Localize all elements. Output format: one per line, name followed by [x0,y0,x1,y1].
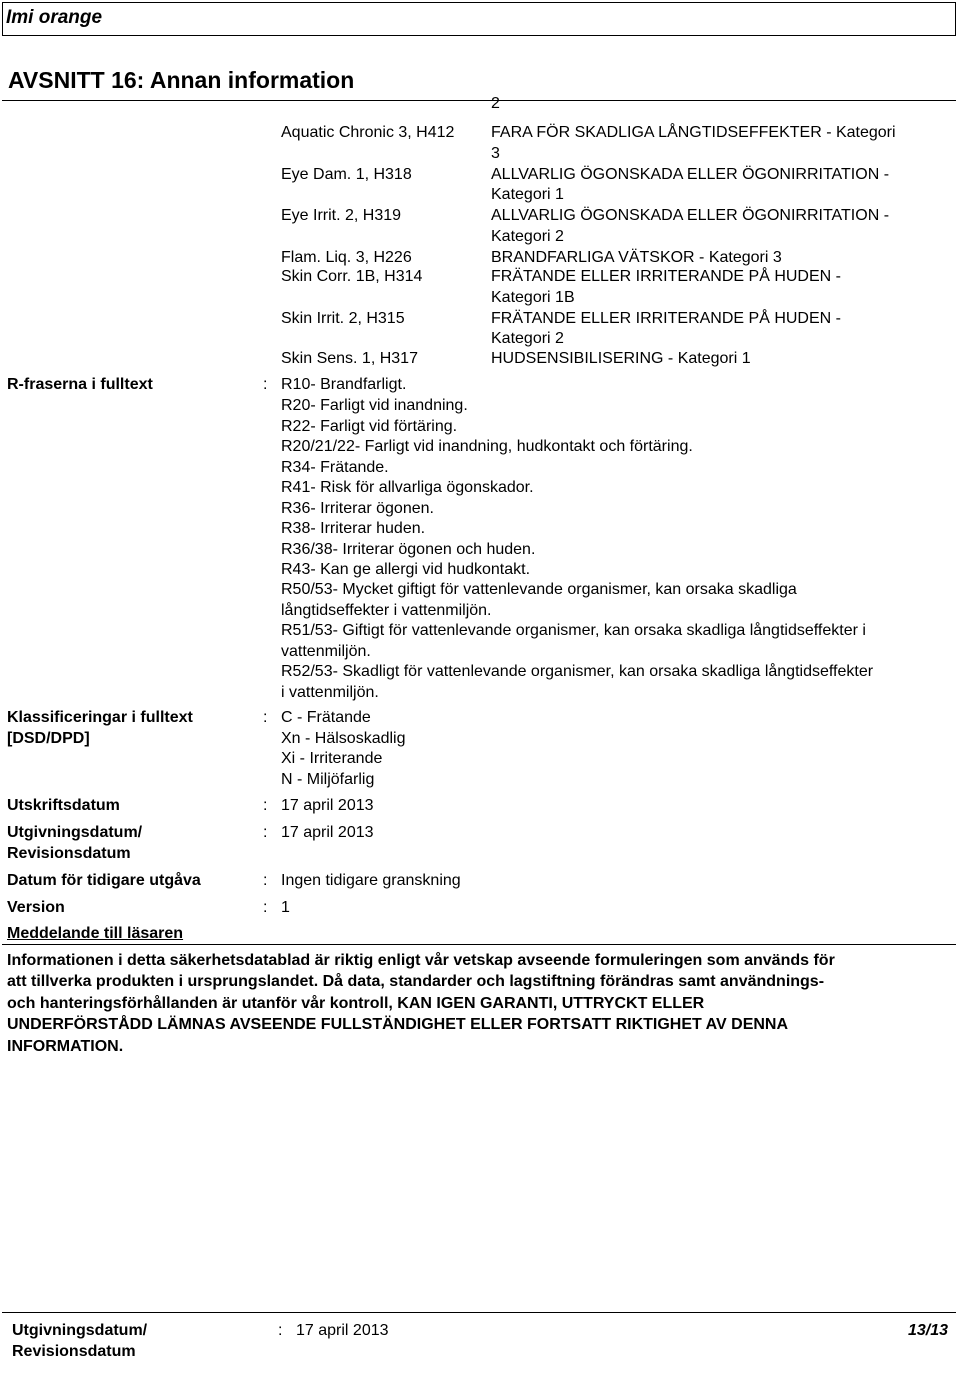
footer-issue-label: Utgivningsdatum/ [12,1322,148,1339]
previous-version-value: Ingen tidigare granskning [281,872,461,889]
h-statement-code: Skin Irrit. 2, H315 [281,310,405,327]
notice-divider [2,944,956,945]
h-statement-text: Kategori 1B [491,289,575,306]
r-phrase: R22- Farligt vid förtäring. [281,418,458,435]
footer-colon: : [278,1322,283,1339]
r-phrase: i vattenmiljön. [281,684,379,701]
notice-line: INFORMATION. [7,1038,124,1055]
footer-revision-label: Revisionsdatum [12,1343,136,1360]
h-statement-code: Eye Irrit. 2, H319 [281,207,402,224]
h-statement-code: Skin Corr. 1B, H314 [281,268,423,285]
h-statement-code: Eye Dam. 1, H318 [281,166,412,183]
classification-item: Xi - Irriterande [281,750,383,767]
notice-line: och hanteringsförhållanden är utanför vår kontroll, KAN IGEN GARANTI, UTTRYCKT ELLER [7,995,705,1012]
h-statement-code: Flam. Liq. 3, H226 [281,249,412,266]
field-colon: : [263,376,268,393]
r-phrase: långtidseffekter i vattenmiljön. [281,602,492,619]
classification-label-sub: [DSD/DPD] [7,730,90,747]
h-statement-text: Kategori 1 [491,186,564,203]
r-phrase: R10- Brandfarligt. [281,376,407,393]
h-statement-code: Aquatic Chronic 3, H412 [281,124,455,141]
r-phrase: R50/53- Mycket giftigt för vattenlevande organismer, kan orsaka skadliga [281,581,797,598]
section-title: AVSNITT 16: Annan information [8,67,355,93]
h-statement-text: Kategori 2 [491,330,564,347]
r-phrases-label: R-fraserna i fulltext [7,376,153,393]
h-statement-text: BRANDFARLIGA VÄTSKOR - Kategori 3 [491,249,782,266]
r-phrase: R36/38- Irriterar ögonen och huden. [281,541,536,558]
h-statement-text: HUDSENSIBILISERING - Kategori 1 [491,350,751,367]
r-phrase: R36- Irriterar ögonen. [281,500,434,517]
footer-date: 17 april 2013 [296,1322,389,1339]
notice-line: UNDERFÖRSTÅDD LÄMNAS AVSEENDE FULLSTÄNDIGHET ELLER FORTSATT RIKTIGHET AV DENNA [7,1016,789,1033]
r-phrase: R41- Risk för allvarliga ögonskador. [281,479,534,496]
print-date-value: 17 april 2013 [281,797,374,814]
revision-date-label: Revisionsdatum [7,845,131,862]
version-label: Version [7,899,65,916]
h-statement-text: FARA FÖR SKADLIGA LÅNGTIDSEFFEKTER - Kategori [491,124,896,141]
h-statement-text: Kategori 2 [491,228,564,245]
previous-version-label: Datum för tidigare utgåva [7,872,201,889]
notice-line: att tillverka produkten i ursprungslandet. Då data, standarder och lagstiftning förändras samt användnings- [7,973,825,990]
print-date-label: Utskriftsdatum [7,797,120,814]
document-header [2,2,956,36]
r-phrase: R52/53- Skadligt för vattenlevande organismer, kan orsaka skadliga långtidseffekter [281,663,874,680]
issue-date-value: 17 april 2013 [281,824,374,841]
r-phrase: R34- Frätande. [281,459,389,476]
field-colon: : [263,709,268,726]
h-statement-text: FRÄTANDE ELLER IRRITERANDE PÅ HUDEN - [491,268,841,285]
r-phrase: R43- Kan ge allergi vid hudkontakt. [281,561,531,578]
field-colon: : [263,872,268,889]
classification-item: Xn - Hälsoskadlig [281,730,406,747]
version-value: 1 [281,899,290,916]
r-phrase: R20/21/22- Farligt vid inandning, hudkontakt och förtäring. [281,438,693,455]
field-colon: : [263,824,268,841]
issue-date-label: Utgivningsdatum/ [7,824,143,841]
product-name: Imi orange [6,7,103,28]
classification-item: C - Frätande [281,709,371,726]
h-statement-text: ALLVARLIG ÖGONSKADA ELLER ÖGONIRRITATION - [491,166,890,183]
classification-item: N - Miljöfarlig [281,771,375,788]
h-statement-text: ALLVARLIG ÖGONSKADA ELLER ÖGONIRRITATION - [491,207,890,224]
r-phrase: vattenmiljön. [281,643,371,660]
h-statement-text: FRÄTANDE ELLER IRRITERANDE PÅ HUDEN - [491,310,841,327]
notice-label: Meddelande till läsaren [7,925,184,942]
h-statement-text: 2 [491,95,500,112]
h-statement-code: Skin Sens. 1, H317 [281,350,418,367]
notice-line: Informationen i detta säkerhetsdatablad är riktig enligt vår vetskap avseende formuleringen som används för [7,952,835,969]
r-phrase: R51/53- Giftigt för vattenlevande organismer, kan orsaka skadliga långtidseffekter i [281,622,866,639]
page-number: 13/13 [907,1322,948,1339]
footer-divider [2,1312,956,1313]
h-statement-text: 3 [491,145,500,162]
field-colon: : [263,797,268,814]
classification-label: Klassificeringar i fulltext [7,709,193,726]
r-phrase: R20- Farligt vid inandning. [281,397,468,414]
section-divider [2,100,956,101]
r-phrase: R38- Irriterar huden. [281,520,426,537]
field-colon: : [263,899,268,916]
